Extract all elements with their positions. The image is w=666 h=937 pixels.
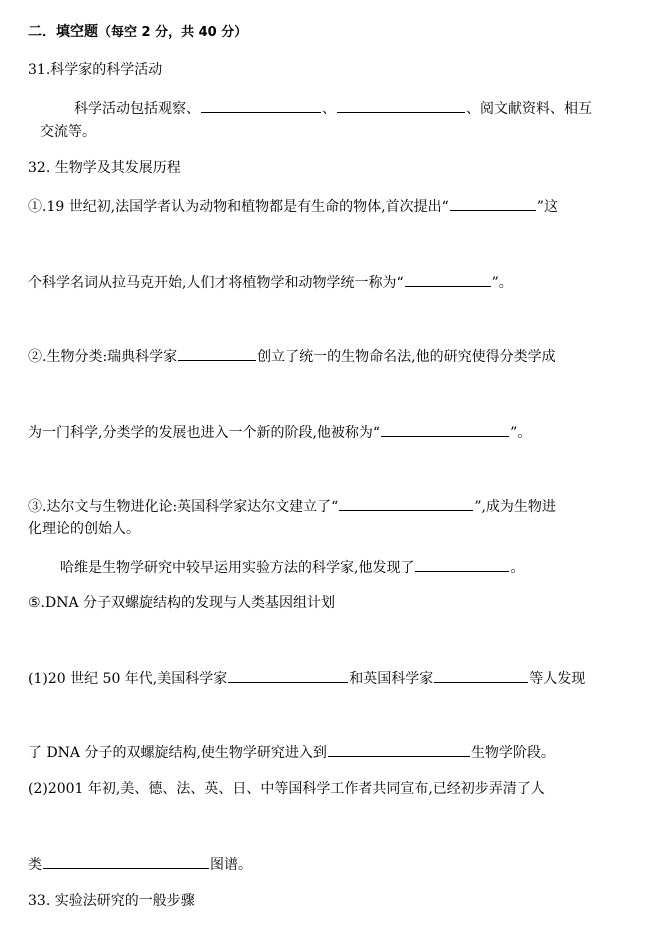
q32-blank-term[interactable] (450, 196, 536, 211)
q32-text: 图谱。 (210, 857, 252, 873)
q32-text: ”这 (536, 199, 558, 215)
q32-text: 哈维是生物学研究中较早运用实验方法的科学家,他发现了 (60, 560, 415, 576)
q32-p1-line1 (28, 196, 558, 217)
q32-text: 个科学名词从拉马克开始,人们才将植物学和动物学统一称为“ (28, 275, 404, 291)
q32-blank-theory[interactable] (339, 496, 473, 511)
q32-p2-line2 (28, 422, 531, 443)
q32-blank-biology[interactable] (405, 272, 491, 287)
q32-blank-scientist[interactable] (178, 346, 256, 361)
q32-p5-title: ⑤.DNA 分子双螺旋结构的发现与人类基因组计划 (28, 595, 336, 611)
q31-text: 、阅文献资料、相互 (466, 101, 592, 117)
q31-line1 (74, 98, 592, 119)
q32-blank-discovery[interactable] (415, 557, 509, 572)
q31-title: 31.科学家的科学活动 (28, 62, 163, 78)
q32-text: 。 (510, 560, 525, 576)
q32-blank-us-scientist[interactable] (228, 668, 348, 683)
q31-line2: 交流等。 (40, 124, 96, 140)
q32-blank-stage[interactable] (328, 742, 470, 757)
q32-p4-line (60, 557, 524, 578)
q32-p5-line3: (2)2001 年初,美、德、法、英、日、中等国科学工作者共同宣布,已经初步弄清了人 (28, 781, 545, 797)
q32-text: ②.生物分类:瑞典科学家 (28, 349, 178, 365)
q32-p5-line1 (28, 668, 585, 689)
q32-p3-line2: 化理论的创始人。 (28, 521, 140, 537)
q32-text: (1)20 世纪 50 年代,美国科学家 (28, 671, 228, 687)
q32-blank-title[interactable] (381, 422, 509, 437)
q32-text: 和英国科学家 (349, 671, 434, 687)
q32-text: 等人发现 (529, 671, 586, 687)
q31-text: 科学活动包括观察、 (74, 101, 200, 117)
q32-text: 为一门科学,分类学的发展也进入一个新的阶段,他被称为“ (28, 425, 381, 441)
q32-blank-genome[interactable] (43, 854, 209, 869)
q32-p3-line1 (28, 496, 556, 517)
q32-title: 32. 生物学及其发展历程 (28, 160, 181, 176)
q32-text: ”。 (491, 275, 513, 291)
q31-text: 、 (322, 101, 336, 117)
q32-p5-line2 (28, 742, 555, 763)
q31-blank-2[interactable] (337, 98, 465, 113)
q33-title: 33. 实验法研究的一般步骤 (28, 893, 195, 909)
section-note: （每空 2 分，共 40 分） (98, 25, 248, 40)
q32-text: ”。 (510, 425, 532, 441)
q32-p1-line2 (28, 272, 513, 293)
q31-blank-1[interactable] (201, 98, 321, 113)
q32-text: 了 DNA 分子的双螺旋结构,使生物学研究进入到 (28, 745, 327, 761)
q32-text: ③.达尔文与生物进化论:英国科学家达尔文建立了“ (28, 499, 339, 515)
section-title: 二．填空题 (28, 24, 98, 40)
q32-text: ①.19 世纪初,法国学者认为动物和植物都是有生命的物体,首次提出“ (28, 199, 449, 215)
q32-p2-line1 (28, 346, 556, 367)
q32-blank-uk-scientist[interactable] (434, 668, 528, 683)
q32-text: 类 (28, 857, 42, 873)
q32-text: 生物学阶段。 (470, 745, 555, 761)
q32-text: ”,成为生物进 (474, 499, 556, 515)
section-heading (28, 22, 247, 43)
q32-p5-line4 (28, 854, 252, 875)
q32-text: 创立了统一的生物命名法,他的研究使得分类学成 (257, 349, 556, 365)
